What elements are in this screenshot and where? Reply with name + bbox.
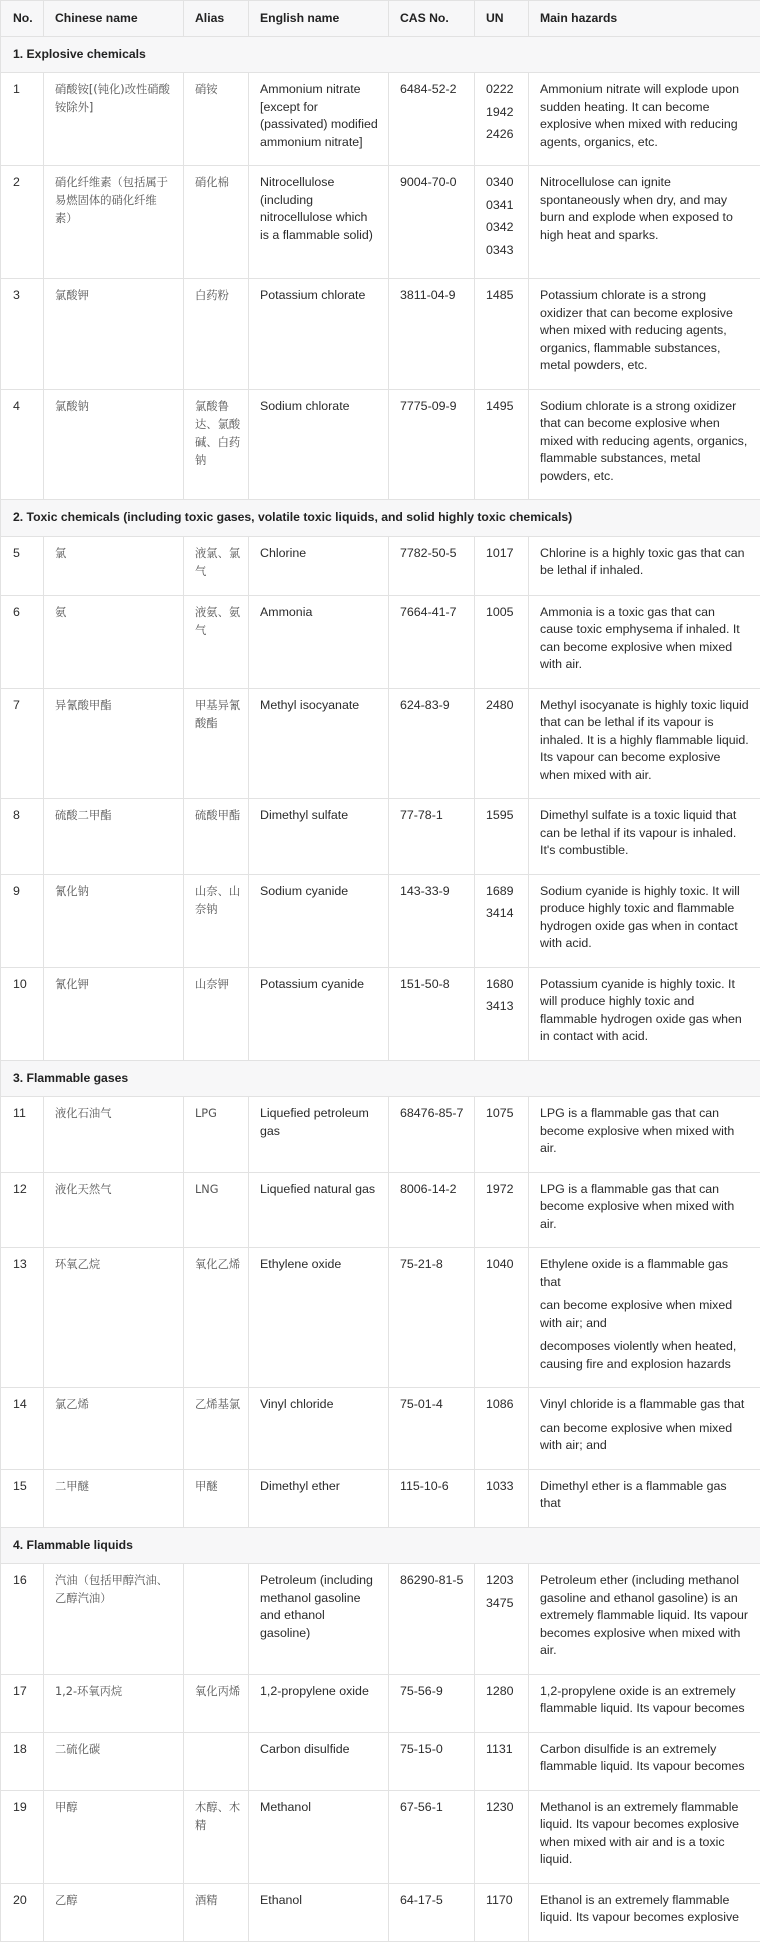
hazard-text: LPG is a flammable gas that can become explosive when mixed with air. [540, 1105, 750, 1158]
cell-main-hazards [529, 1248, 760, 1388]
cell-alias: 山奈钾 [184, 967, 249, 1060]
un-number: 2426 [486, 126, 518, 144]
cell-cas-no: 7782-50-5 [389, 536, 475, 595]
un-number: 0342 [486, 219, 518, 237]
cell-chinese-name: 二硫化碳 [44, 1732, 184, 1790]
cell-un [475, 73, 529, 166]
cell-alias: 硫酸甲酯 [184, 799, 249, 875]
cell-english-name: Ethylene oxide [249, 1248, 389, 1388]
cell-chinese-name: 硝化纤维素（包括属于易燃固体的硝化纤维素） [44, 166, 184, 279]
header-chinese-name: Chinese name [44, 1, 184, 37]
cell-main-hazards [529, 1732, 760, 1790]
hazard-text: Methanol is an extremely flammable liquid. Its vapour becomes explosive when mixed with air and is a toxic liquid. [540, 1799, 750, 1869]
cell-no: 13 [1, 1248, 44, 1388]
cell-un [475, 166, 529, 279]
un-number: 0341 [486, 197, 518, 215]
cell-main-hazards [529, 166, 760, 279]
table-row [1, 1674, 760, 1732]
table-row [1, 1564, 760, 1675]
cell-alias: LNG [184, 1172, 249, 1248]
cell-alias: 氧化乙烯 [184, 1248, 249, 1388]
cell-un [475, 1097, 529, 1173]
un-number: 3414 [486, 905, 518, 923]
cell-chinese-name: 液化天然气 [44, 1172, 184, 1248]
cell-no: 17 [1, 1674, 44, 1732]
cell-english-name: Carbon disulfide [249, 1732, 389, 1790]
cell-main-hazards [529, 688, 760, 799]
cell-main-hazards [529, 799, 760, 875]
cell-english-name: Ethanol [249, 1883, 389, 1941]
cell-un [475, 279, 529, 390]
un-number: 1972 [486, 1181, 518, 1199]
un-number: 1680 [486, 976, 518, 994]
cell-no: 19 [1, 1790, 44, 1883]
cell-alias: 木醇、木精 [184, 1790, 249, 1883]
cell-chinese-name: 甲醇 [44, 1790, 184, 1883]
cell-no: 11 [1, 1097, 44, 1173]
hazard-text: Ammonium nitrate will explode upon sudden heating. It can become explosive when mixed with reducing agents, organics, etc. [540, 81, 750, 151]
cell-no: 1 [1, 73, 44, 166]
cell-cas-no: 9004-70-0 [389, 166, 475, 279]
hazard-text: Sodium cyanide is highly toxic. It will produce highly toxic and flammable hydrogen oxide gas when in contact with acid. [540, 883, 750, 953]
cell-cas-no: 143-33-9 [389, 874, 475, 967]
cell-alias: 山奈、山奈钠 [184, 874, 249, 967]
cell-un [475, 1388, 529, 1470]
cell-no: 10 [1, 967, 44, 1060]
cell-un [475, 389, 529, 500]
cell-no: 6 [1, 595, 44, 688]
table-row [1, 1790, 760, 1883]
cell-alias: LPG [184, 1097, 249, 1173]
cell-alias [184, 1732, 249, 1790]
un-number: 1086 [486, 1396, 518, 1414]
table-row [1, 1097, 760, 1173]
cell-chinese-name: 氯酸钠 [44, 389, 184, 500]
cell-chinese-name: 二甲醚 [44, 1469, 184, 1527]
cell-no: 3 [1, 279, 44, 390]
cell-cas-no: 151-50-8 [389, 967, 475, 1060]
un-number: 1005 [486, 604, 518, 622]
un-number: 1485 [486, 287, 518, 305]
cell-no: 20 [1, 1883, 44, 1941]
cell-chinese-name: 乙醇 [44, 1883, 184, 1941]
cell-un [475, 536, 529, 595]
un-number: 1689 [486, 883, 518, 901]
cell-main-hazards [529, 389, 760, 500]
cell-un [475, 1883, 529, 1941]
hazard-text: Ethanol is an extremely flammable liquid. Its vapour becomes explosive [540, 1892, 750, 1927]
cell-alias [184, 1564, 249, 1675]
cell-english-name: Sodium chlorate [249, 389, 389, 500]
cell-main-hazards [529, 1883, 760, 1941]
cell-cas-no: 86290-81-5 [389, 1564, 475, 1675]
section-title: 1. Explosive chemicals [1, 36, 760, 73]
header-cas-no: CAS No. [389, 1, 475, 37]
cell-un [475, 1248, 529, 1388]
cell-main-hazards [529, 1388, 760, 1470]
cell-no: 9 [1, 874, 44, 967]
cell-main-hazards [529, 1564, 760, 1675]
cell-chinese-name: 1,2-环氧丙烷 [44, 1674, 184, 1732]
cell-main-hazards [529, 536, 760, 595]
cell-alias: 液氯、氯气 [184, 536, 249, 595]
cell-chinese-name: 氯 [44, 536, 184, 595]
section-row [1, 1060, 760, 1097]
cell-main-hazards [529, 1790, 760, 1883]
cell-english-name: Dimethyl sulfate [249, 799, 389, 875]
cell-english-name: Dimethyl ether [249, 1469, 389, 1527]
un-number: 1170 [486, 1892, 518, 1910]
header-no: No. [1, 1, 44, 37]
cell-english-name: Vinyl chloride [249, 1388, 389, 1470]
table-row [1, 1732, 760, 1790]
cell-main-hazards [529, 1469, 760, 1527]
cell-un [475, 688, 529, 799]
cell-alias: 甲醚 [184, 1469, 249, 1527]
cell-un [475, 1732, 529, 1790]
cell-cas-no: 624-83-9 [389, 688, 475, 799]
cell-alias: 白药粉 [184, 279, 249, 390]
table-row [1, 279, 760, 390]
cell-un [475, 1674, 529, 1732]
cell-cas-no: 77-78-1 [389, 799, 475, 875]
section-row [1, 36, 760, 73]
cell-alias: 氧化丙烯 [184, 1674, 249, 1732]
table-row [1, 73, 760, 166]
un-number: 0340 [486, 174, 518, 192]
hazard-text: can become explosive when mixed with air; and [540, 1420, 750, 1455]
section-title: 3. Flammable gases [1, 1060, 760, 1097]
cell-cas-no: 75-21-8 [389, 1248, 475, 1388]
table-body [1, 36, 760, 1941]
cell-chinese-name: 氨 [44, 595, 184, 688]
header-alias: Alias [184, 1, 249, 37]
hazard-text: Petroleum ether (including methanol gasoline and ethanol gasoline) is an extremely flammable liquid. Its vapour becomes explosive when mixed with air. [540, 1572, 750, 1660]
table-row [1, 967, 760, 1060]
cell-alias: 液氨、氨气 [184, 595, 249, 688]
cell-chinese-name: 氰化钾 [44, 967, 184, 1060]
un-number: 0343 [486, 242, 518, 260]
cell-cas-no: 75-56-9 [389, 1674, 475, 1732]
cell-main-hazards [529, 967, 760, 1060]
cell-cas-no: 115-10-6 [389, 1469, 475, 1527]
cell-alias: 硝铵 [184, 73, 249, 166]
cell-alias: 氯酸鲁达、氯酸碱、白药钠 [184, 389, 249, 500]
hazard-text: Potassium cyanide is highly toxic. It will produce highly toxic and flammable hydrogen oxide gas when in contact with acid. [540, 976, 750, 1046]
un-number: 1495 [486, 398, 518, 416]
hazard-text: 1,2-propylene oxide is an extremely flammable liquid. Its vapour becomes [540, 1683, 750, 1718]
table-row [1, 1469, 760, 1527]
cell-chinese-name: 硫酸二甲酯 [44, 799, 184, 875]
table-row [1, 595, 760, 688]
cell-english-name: Methyl isocyanate [249, 688, 389, 799]
cell-main-hazards [529, 73, 760, 166]
un-number: 1033 [486, 1478, 518, 1496]
cell-cas-no: 7664-41-7 [389, 595, 475, 688]
hazard-text: decomposes violently when heated, causing fire and explosion hazards [540, 1338, 750, 1373]
cell-main-hazards [529, 595, 760, 688]
hazard-text: Ammonia is a toxic gas that can cause toxic emphysema if inhaled. It can become explosive when mixed with air. [540, 604, 750, 674]
cell-alias: 硝化棉 [184, 166, 249, 279]
cell-english-name: Potassium chlorate [249, 279, 389, 390]
cell-un [475, 967, 529, 1060]
cell-un [475, 1172, 529, 1248]
cell-un [475, 1564, 529, 1675]
hazard-text: Carbon disulfide is an extremely flammable liquid. Its vapour becomes [540, 1741, 750, 1776]
hazard-text: Nitrocellulose can ignite spontaneously when dry, and may burn and explode when exposed to high heat and sparks. [540, 174, 750, 244]
table-row [1, 799, 760, 875]
un-number: 3475 [486, 1595, 518, 1613]
cell-chinese-name: 氰化钠 [44, 874, 184, 967]
header-english-name: English name [249, 1, 389, 37]
un-number: 1942 [486, 104, 518, 122]
cell-english-name: Sodium cyanide [249, 874, 389, 967]
un-number: 3413 [486, 998, 518, 1016]
cell-main-hazards [529, 1172, 760, 1248]
cell-english-name: Liquefied natural gas [249, 1172, 389, 1248]
hazard-text: LPG is a flammable gas that can become explosive when mixed with air. [540, 1181, 750, 1234]
cell-main-hazards [529, 1674, 760, 1732]
table-row [1, 536, 760, 595]
cell-no: 12 [1, 1172, 44, 1248]
cell-cas-no: 8006-14-2 [389, 1172, 475, 1248]
cell-no: 2 [1, 166, 44, 279]
cell-chinese-name: 汽油（包括甲醇汽油、乙醇汽油） [44, 1564, 184, 1675]
un-number: 0222 [486, 81, 518, 99]
section-title: 4. Flammable liquids [1, 1527, 760, 1564]
cell-no: 4 [1, 389, 44, 500]
table-row [1, 1883, 760, 1941]
un-number: 2480 [486, 697, 518, 715]
header-un: UN [475, 1, 529, 37]
hazard-text: Methyl isocyanate is highly toxic liquid that can be lethal if its vapour is inhaled. It is a highly flammable liquid. Its vapour can become explosive when mixed with air. [540, 697, 750, 785]
section-row [1, 500, 760, 537]
section-title: 2. Toxic chemicals (including toxic gases, volatile toxic liquids, and solid highly toxic chemicals) [1, 500, 760, 537]
hazard-text: Ethylene oxide is a flammable gas that [540, 1256, 750, 1291]
cell-no: 14 [1, 1388, 44, 1470]
cell-un [475, 1469, 529, 1527]
cell-main-hazards [529, 1097, 760, 1173]
cell-cas-no: 68476-85-7 [389, 1097, 475, 1173]
un-number: 1131 [486, 1741, 518, 1759]
section-row [1, 1527, 760, 1564]
cell-un [475, 595, 529, 688]
cell-english-name: Liquefied petroleum gas [249, 1097, 389, 1173]
cell-cas-no: 67-56-1 [389, 1790, 475, 1883]
header-row [1, 1, 760, 37]
cell-cas-no: 75-01-4 [389, 1388, 475, 1470]
un-number: 1230 [486, 1799, 518, 1817]
cell-cas-no: 75-15-0 [389, 1732, 475, 1790]
cell-alias: 甲基异氰酸酯 [184, 688, 249, 799]
table-row [1, 1248, 760, 1388]
cell-no: 18 [1, 1732, 44, 1790]
cell-english-name: Chlorine [249, 536, 389, 595]
cell-english-name: Ammonia [249, 595, 389, 688]
table-row [1, 874, 760, 967]
cell-english-name: Ammonium nitrate [except for (passivated) modified ammonium nitrate] [249, 73, 389, 166]
cell-chinese-name: 氯酸钾 [44, 279, 184, 390]
hazard-text: can become explosive when mixed with air; and [540, 1297, 750, 1332]
cell-main-hazards [529, 874, 760, 967]
hazard-text: Sodium chlorate is a strong oxidizer that can become explosive when mixed with reducing agents, organics, flammable substances, metal powders, etc. [540, 398, 750, 486]
cell-english-name: Nitrocellulose (including nitrocellulose which is a flammable solid) [249, 166, 389, 279]
cell-cas-no: 7775-09-9 [389, 389, 475, 500]
cell-chinese-name: 硝酸铵[(钝化)改性硝酸铵除外] [44, 73, 184, 166]
cell-no: 7 [1, 688, 44, 799]
cell-english-name: Potassium cyanide [249, 967, 389, 1060]
table-row [1, 688, 760, 799]
cell-no: 15 [1, 1469, 44, 1527]
hazard-text: Dimethyl sulfate is a toxic liquid that can be lethal if its vapour is inhaled. It's combustible. [540, 807, 750, 860]
hazard-text: Vinyl chloride is a flammable gas that [540, 1396, 750, 1414]
table-row [1, 1388, 760, 1470]
cell-chinese-name: 异氰酸甲酯 [44, 688, 184, 799]
table-header [1, 1, 760, 37]
hazard-text: Potassium chlorate is a strong oxidizer that can become explosive when mixed with reducing agents, organics, flammable substances, metal powders, etc. [540, 287, 750, 375]
cell-chinese-name: 氯乙烯 [44, 1388, 184, 1470]
un-number: 1280 [486, 1683, 518, 1701]
cell-english-name: Methanol [249, 1790, 389, 1883]
cell-un [475, 1790, 529, 1883]
cell-english-name: 1,2-propylene oxide [249, 1674, 389, 1732]
cell-no: 16 [1, 1564, 44, 1675]
un-number: 1595 [486, 807, 518, 825]
cell-english-name: Petroleum (including methanol gasoline and ethanol gasoline) [249, 1564, 389, 1675]
un-number: 1075 [486, 1105, 518, 1123]
table-row [1, 389, 760, 500]
cell-no: 5 [1, 536, 44, 595]
cell-alias: 乙烯基氯 [184, 1388, 249, 1470]
un-number: 1040 [486, 1256, 518, 1274]
un-number: 1203 [486, 1572, 518, 1590]
cell-un [475, 799, 529, 875]
cell-main-hazards [529, 279, 760, 390]
cell-no: 8 [1, 799, 44, 875]
table-row [1, 166, 760, 279]
hazard-text: Dimethyl ether is a flammable gas that [540, 1478, 750, 1513]
cell-cas-no: 64-17-5 [389, 1883, 475, 1941]
un-number: 1017 [486, 545, 518, 563]
cell-chinese-name: 液化石油气 [44, 1097, 184, 1173]
cell-un [475, 874, 529, 967]
cell-chinese-name: 环氧乙烷 [44, 1248, 184, 1388]
cell-alias: 酒精 [184, 1883, 249, 1941]
cell-cas-no: 3811-04-9 [389, 279, 475, 390]
cell-cas-no: 6484-52-2 [389, 73, 475, 166]
header-main-hazards: Main hazards [529, 1, 760, 37]
table-row [1, 1172, 760, 1248]
hazard-text: Chlorine is a highly toxic gas that can be lethal if inhaled. [540, 545, 750, 580]
